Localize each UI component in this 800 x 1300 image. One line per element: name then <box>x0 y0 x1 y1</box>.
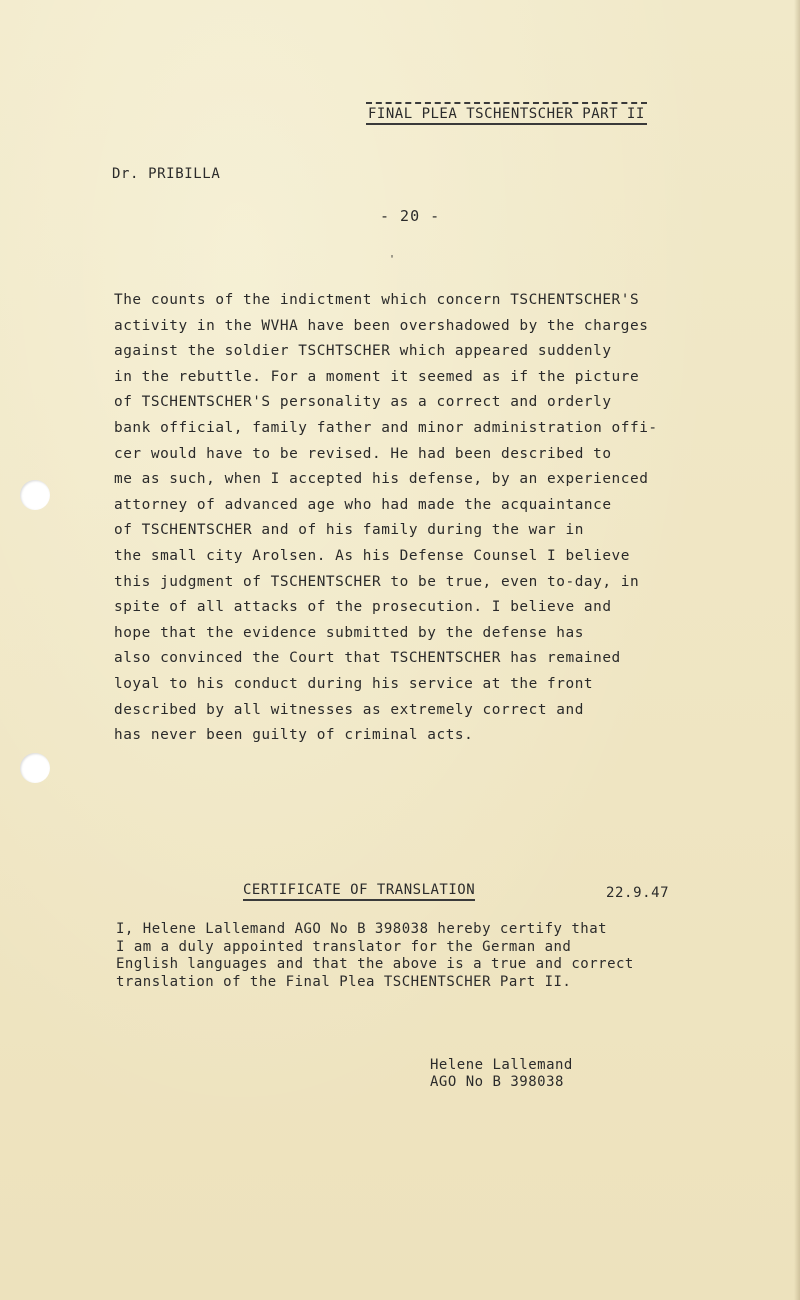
signature-ago-number: AGO No B 398038 <box>430 1074 564 1090</box>
body-line: hope that the evidence submitted by the defense has <box>114 624 584 641</box>
body-line: activity in the WVHA have been overshadowed by the charges <box>114 317 649 334</box>
body-line: this judgment of TSCHENTSCHER to be true, even to-day, in <box>114 573 640 590</box>
signature-name: Helene Lallemand <box>430 1057 573 1073</box>
body-line: cer would have to be revised. He had been described to <box>114 445 612 462</box>
body-line: has never been guilty of criminal acts. <box>114 727 474 744</box>
certificate-date: 22.9.47 <box>606 885 670 901</box>
certificate-line: translation of the Final Plea TSCHENTSCHER Part II. <box>116 973 572 990</box>
body-line: of TSCHENTSCHER and of his family during the war in <box>114 522 584 539</box>
body-paragraph <box>114 288 754 749</box>
signature-block <box>430 1057 573 1091</box>
body-line: attorney of advanced age who had made the acquaintance <box>114 496 612 513</box>
certificate-text <box>116 921 736 991</box>
body-line: of TSCHENTSCHER'S personality as a correct and orderly <box>114 394 612 411</box>
body-line: The counts of the indictment which concern TSCHENTSCHER'S <box>114 292 640 308</box>
body-line: described by all witnesses as extremely correct and <box>114 701 584 718</box>
certificate-line: I am a duly appointed translator for the German and <box>116 938 572 955</box>
body-line: spite of all attacks of the prosecution. I believe and <box>114 599 612 616</box>
body-line: against the soldier TSCHTSCHER which appeared suddenly <box>114 343 612 360</box>
body-line: bank official, family father and minor administration offi- <box>114 419 658 436</box>
document-header-title: FINAL PLEA TSCHENTSCHER PART II <box>366 102 647 125</box>
page-number: - 20 - <box>380 207 441 225</box>
body-line: the small city Arolsen. As his Defense Counsel I believe <box>114 547 630 564</box>
certificate-line: I, Helene Lallemand AGO No B 398038 hereby certify that <box>116 921 608 937</box>
tick-mark: ' <box>389 254 396 265</box>
certificate-line: English languages and that the above is a true and correct <box>116 956 634 972</box>
body-line: loyal to his conduct during his service at the front <box>114 675 594 692</box>
body-line: in the rebuttle. For a moment it seemed as if the picture <box>114 368 640 385</box>
body-line: also convinced the Court that TSCHENTSCHER has remained <box>114 650 621 667</box>
punch-hole <box>20 480 50 510</box>
author-name: Dr. PRIBILLA <box>112 166 221 182</box>
certificate-title: CERTIFICATE OF TRANSLATION <box>243 882 475 901</box>
punch-hole <box>20 753 50 783</box>
body-line: me as such, when I accepted his defense, by an experienced <box>114 471 649 488</box>
